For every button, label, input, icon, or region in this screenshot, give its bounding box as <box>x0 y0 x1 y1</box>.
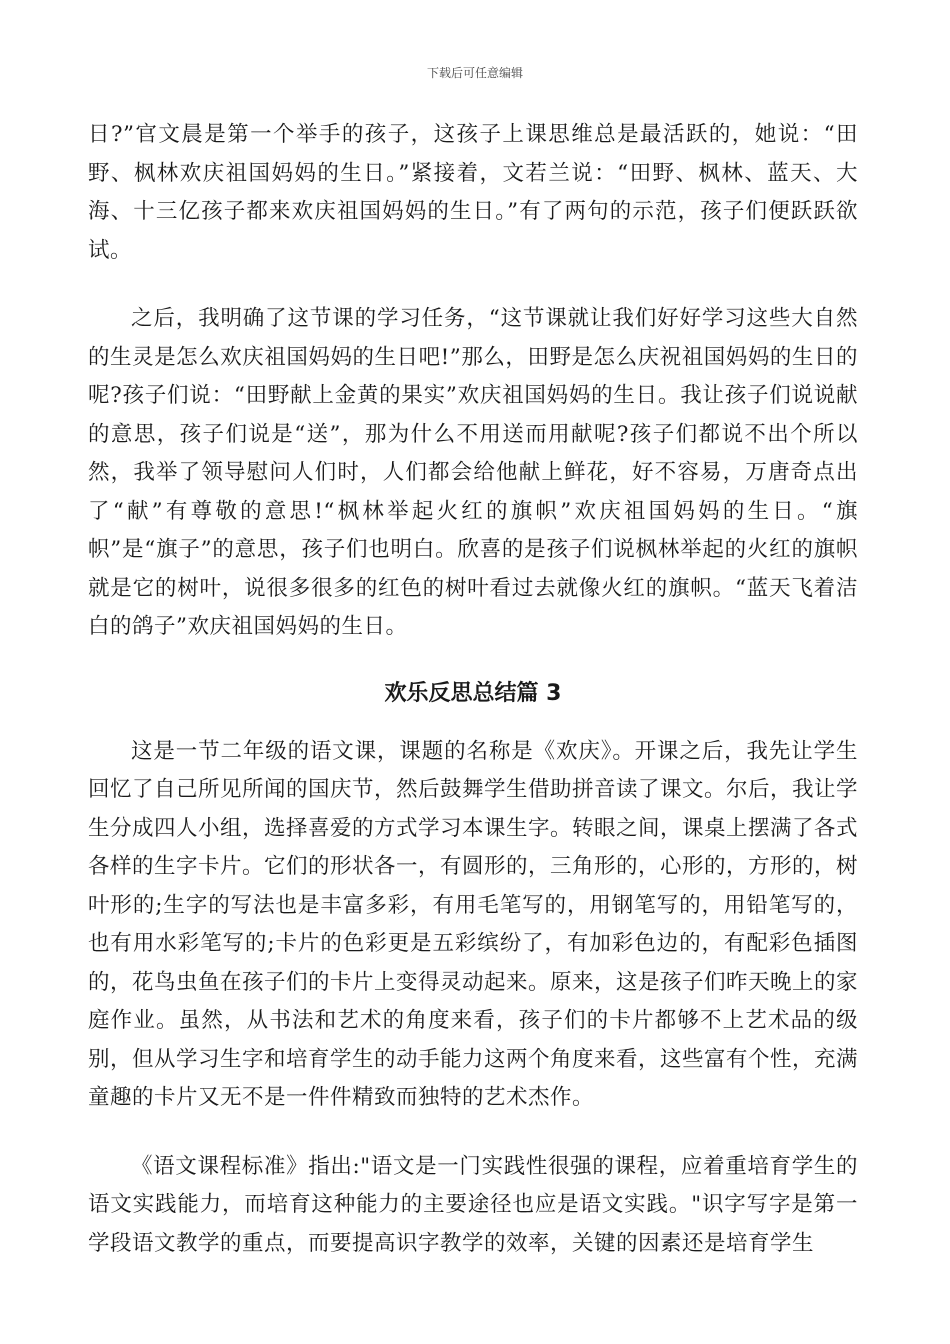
paragraph-1: 日?”官文晨是第一个举手的孩子，这孩子上课思维总是最活跃的，她说：“田野、枫林欢庆祖国妈妈的生日。”紧接着，文若兰说：“田野、枫林、蓝天、大海、十三亿孩子都来欢庆祖国妈妈的生日。”有了两句的示范，孩子们便跃跃欲试。 <box>88 122 858 263</box>
paragraph-2: 之后，我明确了这节课的学习任务，“这节课就让我们好好学习这些大自然的生灵是怎么欢庆祖国妈妈的生日吧!”那么，田野是怎么庆祝祖国妈妈的生日的呢?孩子们说：“田野献上金黄的果实”欢庆祖国妈妈的生日。我让孩子们说说献的意思，孩子们说是“送”，那为什么不用送而用献呢?孩子们都说不出个所以然，我举了领导慰问人们时，人们都会给他献上鲜花，好不容易，万唐奇点出了“献”有尊敬的意思!“枫林举起火红的旗帜”欢庆祖国妈妈的生日。“旗帜”是“旗子”的意思，孩子们也明白。欣喜的是孩子们说枫林举起的火红的旗帜就是它的树叶，说很多很多的红色的树叶看过去就像火红的旗帜。“蓝天飞着洁白的鸽子”欢庆祖国妈妈的生日。 <box>88 306 858 639</box>
paragraph-3: 这是一节二年级的语文课，课题的名称是《欢庆》。开课之后，我先让学生回忆了自己所见所闻的国庆节，然后鼓舞学生借助拼音读了课文。尔后，我让学生分成四人小组，选择喜爱的方式学习本课生字。转眼之间，课桌上摆满了各式各样的生字卡片。它们的形状各一，有圆形的，三角形的，心形的，方形的，树叶形的;生字的写法也是丰富多彩，有用毛笔写的，用钢笔写的，用铅笔写的，也有用水彩笔写的;卡片的色彩更是五彩缤纷了，有加彩色边的，有配彩色插图的，花鸟虫鱼在孩子们的卡片上变得灵动起来。原来，这是孩子们昨天晚上的家庭作业。虽然，从书法和艺术的角度来看，孩子们的卡片都够不上艺术品的级别，但从学习生字和培育学生的动手能力这两个角度来看，这些富有个性，充满童趣的卡片又无不是一件件精致而独特的艺术杰作。 <box>88 738 859 1110</box>
document-body <box>88 116 858 1263</box>
paragraph-4: 《语文课程标准》指出:"语文是一门实践性很强的课程，应着重培育学生的语文实践能力，而培育这种能力的主要途径也应是语文实践。"识字写字是第一学段语文教学的重点，而要提高识字教学的效率，关键的因素还是培育学生 <box>88 1153 858 1256</box>
page-header: 下载后可任意编辑 <box>426 66 523 80</box>
section-heading: 欢乐反思总结篇 3 <box>384 680 562 706</box>
